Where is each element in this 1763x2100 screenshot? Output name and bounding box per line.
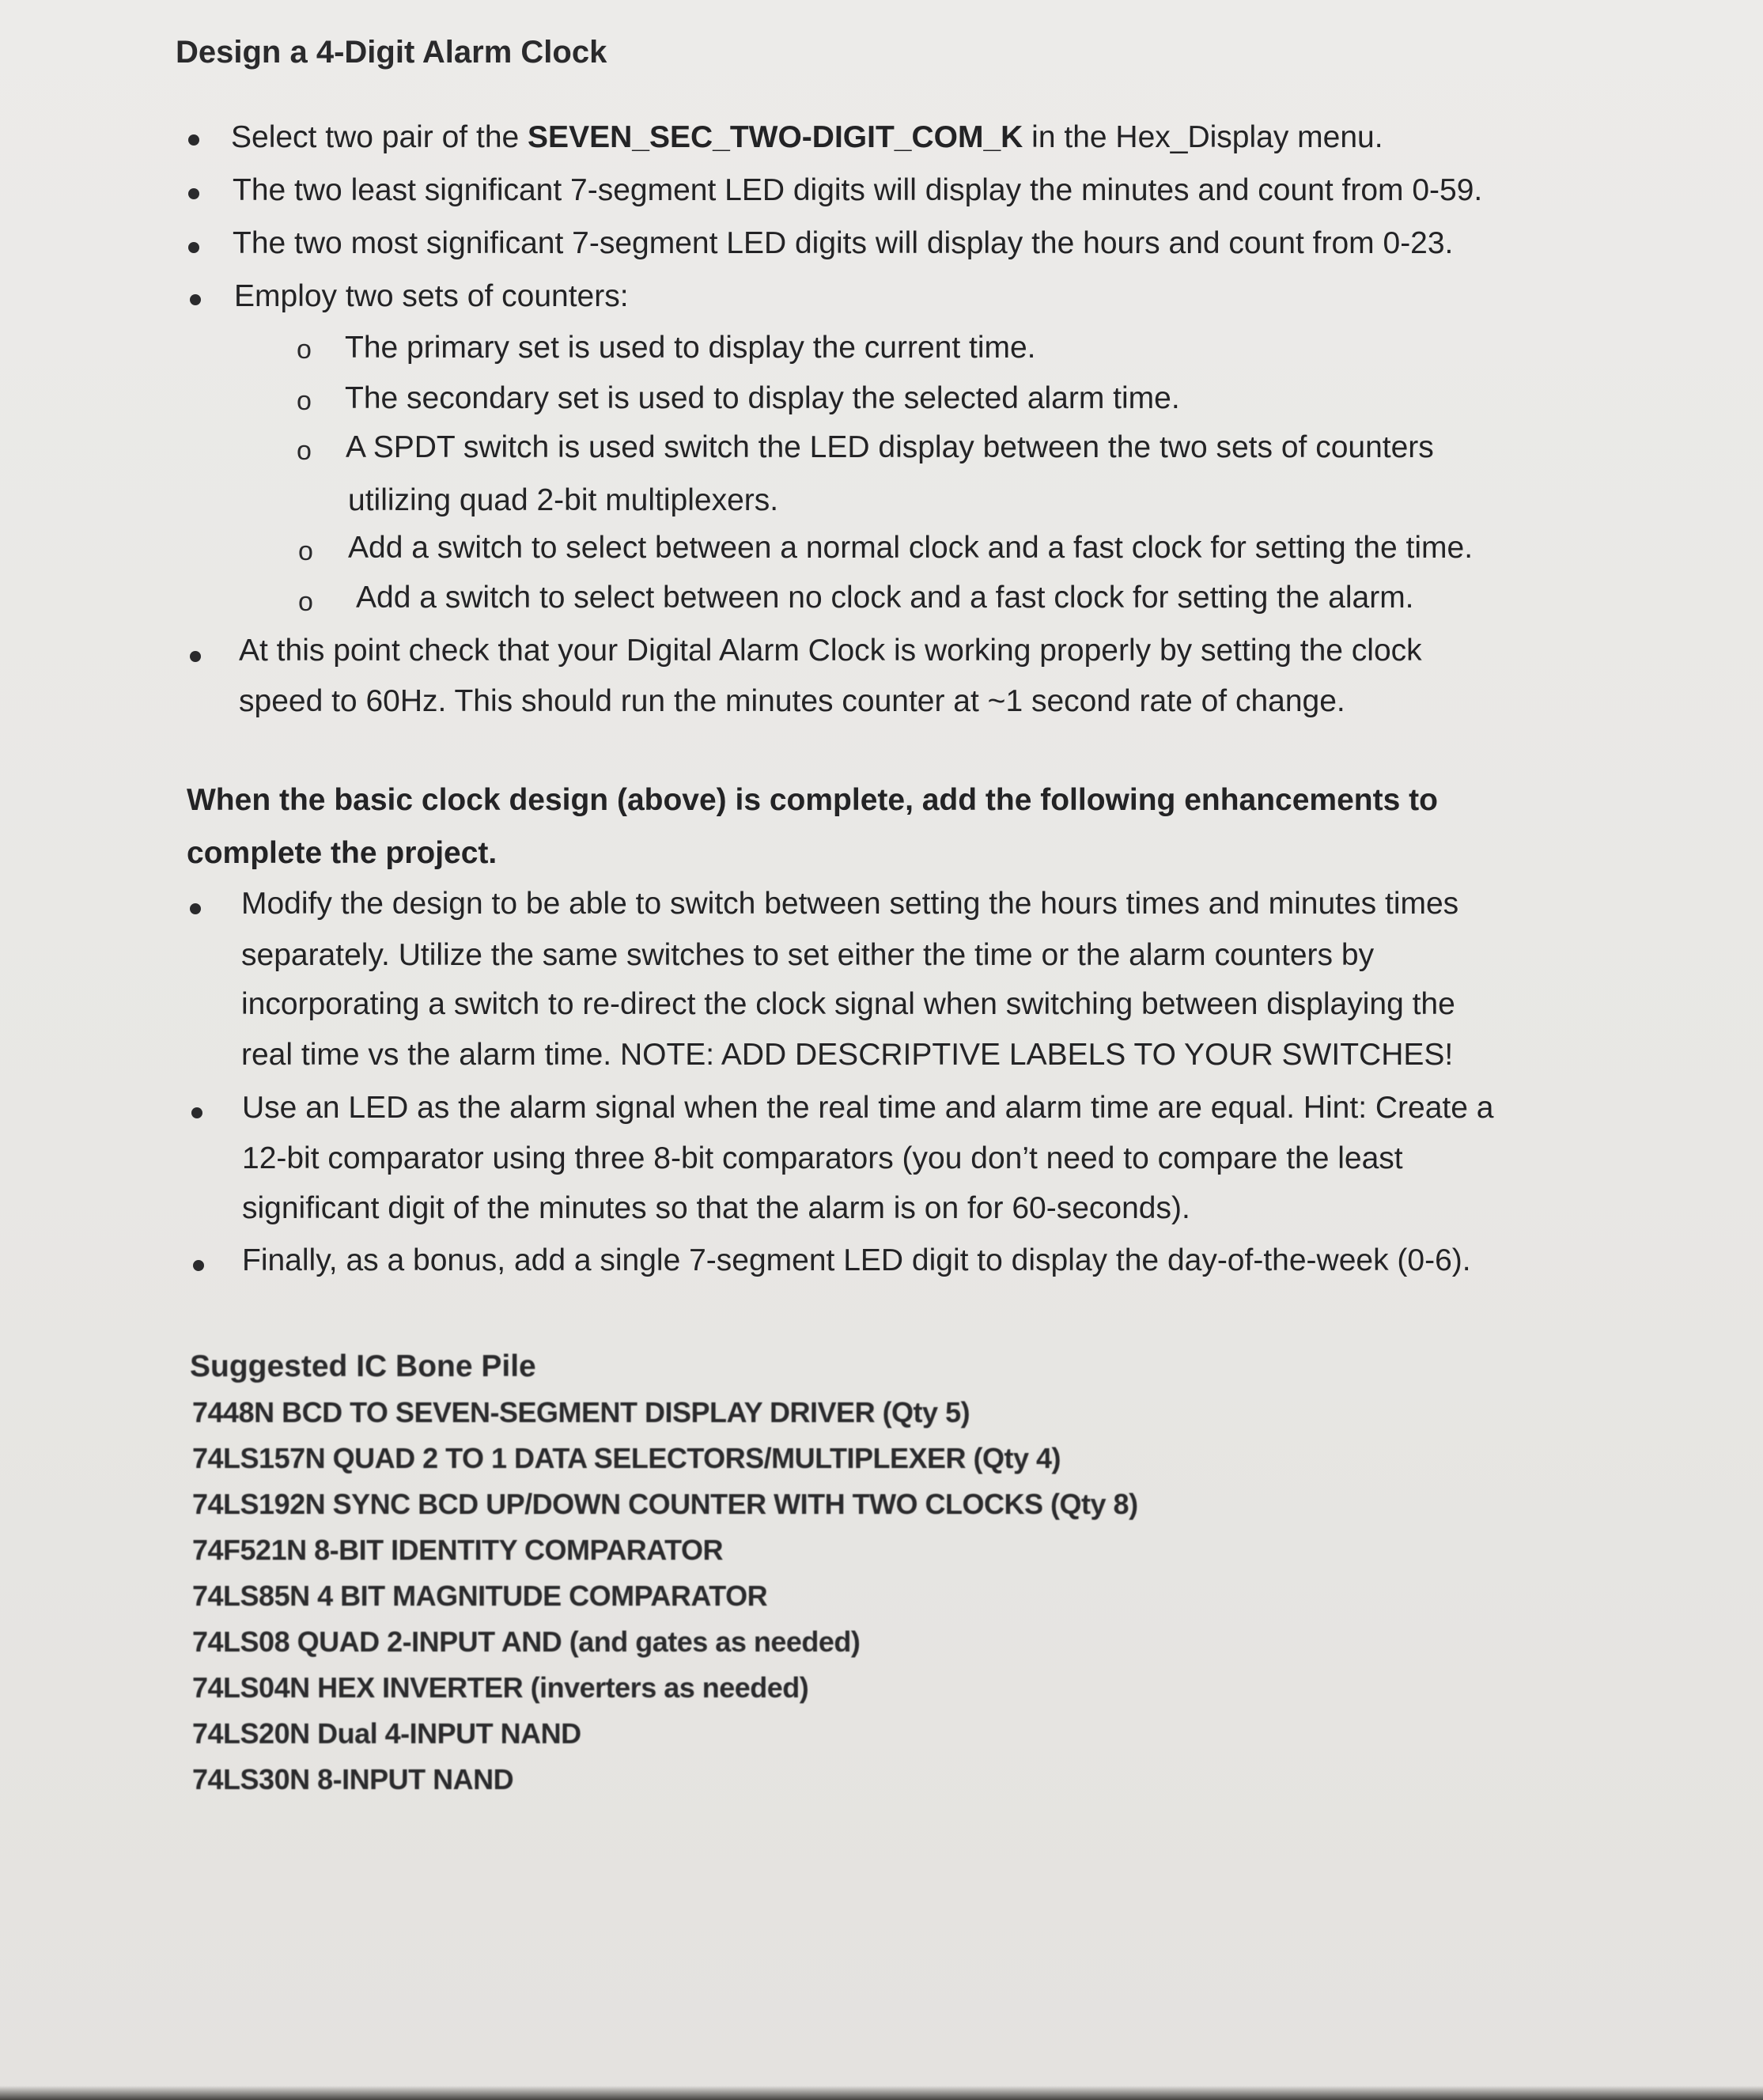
circle-bullet-icon: o bbox=[297, 335, 312, 365]
component-name: SEVEN_SEC_TWO-DIGIT_COM_K bbox=[528, 120, 1023, 154]
part-item: 74LS08 QUAD 2-INPUT AND (and gates as needed) bbox=[192, 1625, 861, 1658]
part-item: 74LS04N HEX INVERTER (inverters as needed) bbox=[192, 1671, 809, 1704]
list-item-continuation: incorporating a switch to re-direct the clock signal when switching between displaying the bbox=[241, 987, 1455, 1021]
part-item: 74LS20N Dual 4-INPUT NAND bbox=[192, 1717, 581, 1750]
list-item-continuation: 12-bit comparator using three 8-bit comparators (you don’t need to compare the least bbox=[242, 1141, 1403, 1175]
list-item: The two most significant 7-segment LED digits will display the hours and count from 0-23. bbox=[233, 226, 1454, 260]
list-item: Modify the design to be able to switch between setting the hours times and minutes times bbox=[241, 887, 1459, 921]
list-item-continuation: real time vs the alarm time. NOTE: ADD DESCRIPTIVE LABELS TO YOUR SWITCHES! bbox=[241, 1038, 1454, 1072]
list-item bbox=[231, 122, 1383, 153]
part-item: 74LS157N QUAD 2 TO 1 DATA SELECTORS/MULTIPLEXER (Qty 4) bbox=[192, 1442, 1061, 1474]
list-item: The two least significant 7-segment LED digits will display the minutes and count from 0-59. bbox=[233, 173, 1483, 207]
part-item: 74LS85N 4 BIT MAGNITUDE COMPARATOR bbox=[192, 1580, 768, 1612]
bullet-icon bbox=[188, 134, 199, 146]
list-item-text: Select two pair of the bbox=[231, 120, 528, 154]
bullet-icon bbox=[193, 1260, 204, 1271]
bullet-icon bbox=[188, 242, 199, 253]
circle-bullet-icon: o bbox=[297, 436, 312, 466]
part-item: 74LS30N 8-INPUT NAND bbox=[192, 1763, 514, 1795]
part-item: 74LS192N SYNC BCD UP/DOWN COUNTER WITH TWO CLOCKS (Qty 8) bbox=[192, 1488, 1138, 1520]
sub-list-item: The primary set is used to display the current time. bbox=[345, 331, 1036, 365]
list-item: Use an LED as the alarm signal when the real time and alarm time are equal. Hint: Create a bbox=[242, 1091, 1494, 1125]
enhancements-heading: When the basic clock design (above) is complete, add the following enhancements to bbox=[187, 783, 1438, 817]
bullet-icon bbox=[190, 651, 201, 662]
page-bottom-shadow bbox=[0, 2086, 1763, 2100]
part-item: 7448N BCD TO SEVEN-SEGMENT DISPLAY DRIVER (Qty 5) bbox=[192, 1396, 970, 1428]
circle-bullet-icon: o bbox=[298, 536, 313, 566]
sub-list-item-continuation: utilizing quad 2-bit multiplexers. bbox=[348, 483, 779, 517]
list-item-continuation: significant digit of the minutes so that the alarm is on for 60-seconds). bbox=[242, 1191, 1190, 1225]
bone-pile-heading: Suggested IC Bone Pile bbox=[190, 1349, 536, 1383]
list-item-continuation: speed to 60Hz. This should run the minutes counter at ~1 second rate of change. bbox=[239, 684, 1345, 718]
bullet-icon bbox=[190, 294, 201, 305]
sub-list-item: Add a switch to select between no clock and a fast clock for setting the alarm. bbox=[356, 581, 1414, 615]
bullet-icon bbox=[190, 903, 201, 914]
bullet-icon bbox=[191, 1107, 202, 1118]
circle-bullet-icon: o bbox=[297, 386, 312, 416]
list-item-text: in the Hex_Display menu. bbox=[1023, 120, 1383, 154]
sub-list-item: A SPDT switch is used switch the LED display between the two sets of counters bbox=[346, 430, 1434, 464]
bullet-icon bbox=[188, 188, 199, 199]
sub-list-item: Add a switch to select between a normal clock and a fast clock for setting the time. bbox=[348, 531, 1474, 565]
circle-bullet-icon: o bbox=[298, 587, 313, 617]
enhancements-heading-continuation: complete the project. bbox=[187, 836, 497, 870]
sub-list-item: The secondary set is used to display the selected alarm time. bbox=[345, 381, 1180, 415]
list-item: Finally, as a bonus, add a single 7-segment LED digit to display the day-of-the-week (0-6). bbox=[242, 1243, 1471, 1277]
list-item-continuation: separately. Utilize the same switches to set either the time or the alarm counters by bbox=[241, 938, 1375, 972]
page-title: Design a 4-Digit Alarm Clock bbox=[176, 35, 607, 70]
list-item: At this point check that your Digital Alarm Clock is working properly by setting the clock bbox=[239, 634, 1422, 668]
list-item: Employ two sets of counters: bbox=[234, 279, 629, 313]
part-item: 74F521N 8-BIT IDENTITY COMPARATOR bbox=[192, 1534, 723, 1566]
